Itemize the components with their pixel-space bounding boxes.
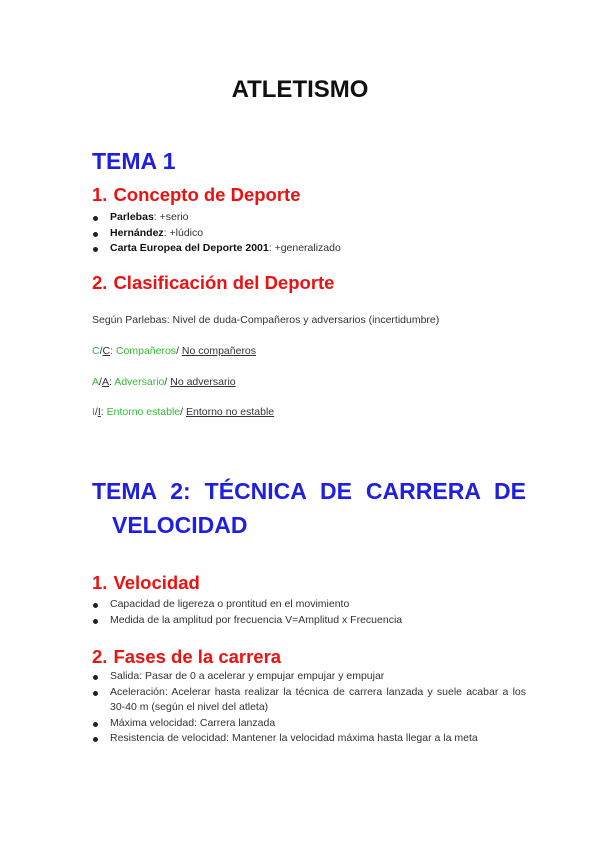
item-term: Carta Europea del Deporte 2001 [110, 242, 269, 254]
section-concepto-heading [92, 184, 301, 206]
code-negated: I [97, 406, 101, 418]
colon: : [108, 376, 112, 388]
positive-label: Adversario [111, 376, 165, 388]
document-title: ATLETISMO [231, 76, 369, 103]
section-title: Fases de la carrera [113, 646, 282, 667]
list-item: Salida: Pasar de 0 a acelerar y empujar empujar y empujar [92, 669, 526, 685]
separator: / [99, 376, 102, 388]
clasificacion-row [92, 406, 274, 418]
tema2-heading-line2: VELOCIDAD [112, 512, 248, 538]
list-item [92, 226, 526, 242]
section-velocidad-heading [92, 572, 200, 594]
section-number: 2. [92, 646, 108, 667]
separator: / [176, 345, 179, 357]
clasificacion-row [92, 345, 256, 357]
list-item: Capacidad de ligereza o prontitud en el movimiento [92, 597, 526, 613]
list-item [92, 241, 526, 257]
list-item [92, 210, 526, 226]
item-term: Parlebas [110, 211, 154, 223]
list-item: Máxima velocidad: Carrera lanzada [92, 716, 526, 732]
tema1-heading: TEMA 1 [92, 148, 176, 174]
separator: / [99, 345, 103, 357]
tema2-heading-line1: TEMA 2: TÉCNICA DE CARRERA DE [92, 478, 526, 504]
fases-list [92, 669, 526, 747]
section-title: Clasificación del Deporte [113, 272, 335, 293]
code-upper: A [92, 376, 100, 388]
negative-label: No compañeros [181, 345, 257, 357]
item-term: Hernández [110, 226, 164, 239]
clasificacion-intro: Según Parlebas: Nivel de duda-Compañeros y adversarios (incertidumbre) [92, 314, 440, 326]
negative-label: Entorno no estable [186, 406, 275, 418]
velocidad-list [92, 597, 526, 628]
code-upper: C [92, 345, 100, 357]
separator: / [164, 376, 168, 388]
section-number: 1. [92, 184, 108, 205]
code-negated: A [101, 376, 109, 388]
positive-label: Entorno estable [103, 406, 181, 418]
list-item: Aceleración: Acelerar hasta realizar la técnica de carrera lanzada y suele acabar a los 30-40 m (según el nivel del atleta) [92, 685, 526, 716]
list-item: Medida de la amplitud por frecuencia V=Amplitud x Frecuencia [92, 613, 526, 629]
section-title: Velocidad [113, 572, 200, 593]
item-text: : +serio [153, 211, 189, 223]
tema2-heading [92, 474, 526, 542]
colon: : [110, 345, 114, 357]
item-text: : +generalizado [268, 242, 341, 254]
item-text: : +lúdico [163, 226, 204, 239]
section-clasificacion-heading [92, 272, 334, 294]
section-number: 2. [92, 272, 108, 293]
list-item: Resistencia de velocidad: Mantener la velocidad máxima hasta llegar a la meta [92, 731, 526, 747]
code-upper: I [92, 406, 95, 418]
section-title: Concepto de Deporte [113, 184, 301, 205]
code-negated: C [102, 345, 111, 357]
positive-label: Compañeros [113, 345, 177, 357]
separator: / [94, 406, 98, 418]
negative-label: No adversario [170, 376, 236, 388]
colon: : [100, 406, 104, 418]
concepto-list [92, 210, 526, 257]
separator: / [180, 406, 184, 418]
clasificacion-row [92, 376, 236, 388]
section-number: 1. [92, 572, 108, 593]
section-fases-heading [92, 646, 281, 668]
